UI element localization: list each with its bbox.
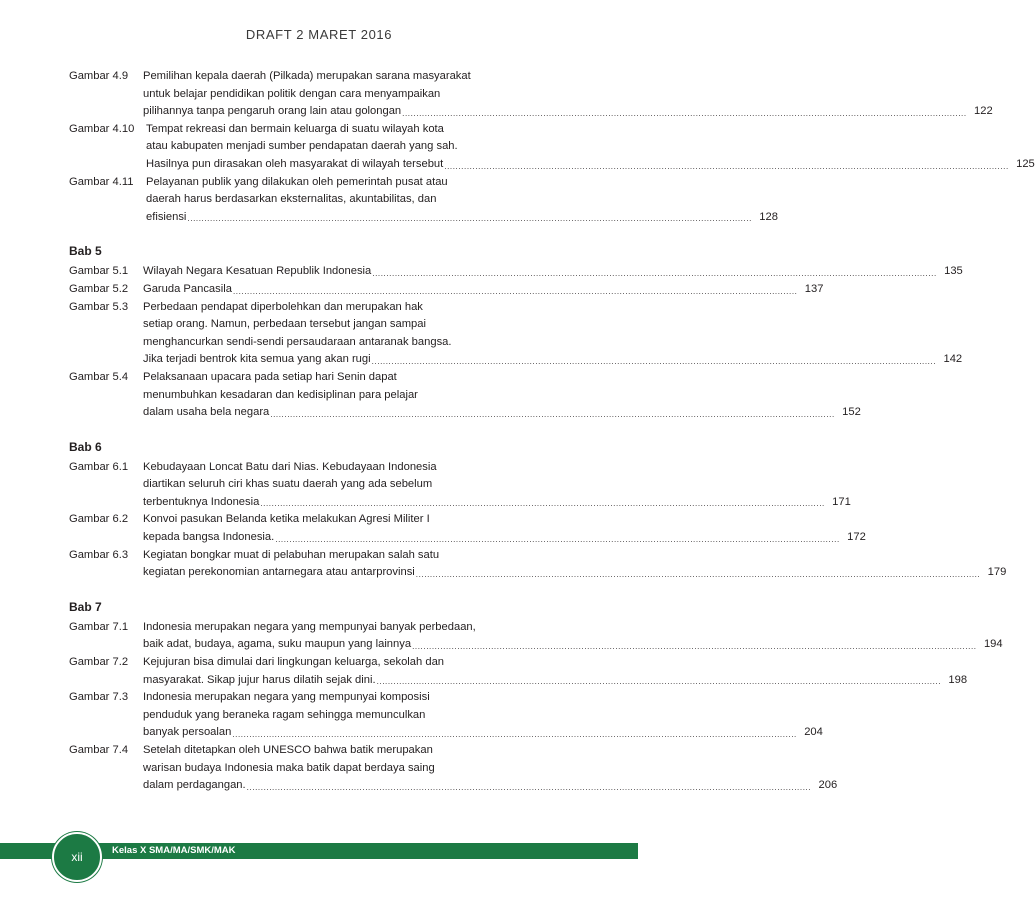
dot-leader: ........................................................................................................................................................................................................ <box>415 569 981 579</box>
dot-leader: ........................................................................................................................................................................................................ <box>246 782 812 792</box>
figure-entry[interactable] <box>69 281 824 299</box>
figure-page-number: 122 <box>974 105 993 118</box>
figure-caption-line <box>69 404 861 422</box>
figure-caption-line <box>69 281 824 299</box>
figure-entry[interactable] <box>69 547 1007 582</box>
figure-caption-text: banyak persoalan <box>143 726 232 739</box>
figure-caption-line: menumbuhkan kesadaran dan kedisiplinan para pelajar <box>143 388 418 401</box>
figure-entry[interactable] <box>69 619 1003 654</box>
draft-header: DRAFT 2 MARET 2016 <box>245 27 393 42</box>
figure-caption-text: terbentuknya Indonesia <box>143 495 260 508</box>
figure-page-number: 204 <box>804 726 823 739</box>
figure-label: Gambar 5.2 <box>69 282 129 295</box>
figure-caption-line: daerah harus berdasarkan eksternalitas, akuntabilitas, dan <box>146 193 437 206</box>
figure-caption-line: Indonesia merupakan negara yang mempunyai komposisi <box>143 691 430 704</box>
figure-page-number: 142 <box>943 353 963 366</box>
figure-caption-text: masyarakat. Sikap jujur harus dilatih sejak dini. <box>143 673 376 686</box>
figure-label: Gambar 5.3 <box>69 300 129 313</box>
figure-label: Gambar 6.1 <box>69 460 129 473</box>
figure-page-number: 128 <box>759 210 778 223</box>
figure-entry[interactable] <box>69 369 861 422</box>
figure-caption-line: Indonesia merupakan negara yang mempunyai banyak perbedaan, <box>143 620 476 633</box>
figure-caption-line: Kegiatan bongkar muat di pelabuhan merupakan salah satu <box>143 548 440 561</box>
figure-entry[interactable] <box>69 299 963 369</box>
figure-page-number: 135 <box>944 265 963 278</box>
figure-page-number: 172 <box>847 531 866 544</box>
dot-leader: ........................................................................................................................................................................................................ <box>412 642 977 652</box>
figure-caption-line: Kebudayaan Loncat Batu dari Nias. Kebudayaan Indonesia <box>143 460 437 473</box>
figure-caption-line: Setelah ditetapkan oleh UNESCO bahwa batik merupakan <box>143 744 433 756</box>
figure-entry[interactable] <box>69 263 963 281</box>
figure-caption-line <box>69 494 851 512</box>
figure-caption-text: dalam usaha bela negara <box>143 406 270 419</box>
figure-caption-text: dalam perdagangan. <box>143 779 246 792</box>
dot-leader: ........................................................................................................................................................................................................ <box>187 214 752 224</box>
figure-label: Gambar 4.11 <box>69 175 134 188</box>
figure-caption-line: Konvoi pasukan Belanda ketika melakukan Agresi Militer I <box>143 513 430 526</box>
figure-caption-text: Garuda Pancasila <box>143 282 232 295</box>
dot-leader: ........................................................................................................................................................................................................ <box>275 534 840 544</box>
figure-entry[interactable] <box>69 654 968 689</box>
figure-label: Gambar 7.3 <box>69 691 129 704</box>
figure-caption-line: Tempat rekreasi dan bermain keluarga di suatu wilayah kota <box>146 122 444 135</box>
figure-caption-line <box>69 156 1035 174</box>
figure-page-number: 179 <box>987 566 1007 579</box>
figure-caption-text: Jika terjadi bentrok kita semua yang akan rugi <box>143 353 371 366</box>
figure-label: Gambar 5.1 <box>69 265 129 278</box>
dot-leader: ........................................................................................................................................................................................................ <box>232 286 798 296</box>
chapter-heading: Bab 6 <box>69 439 102 454</box>
table-of-figures <box>69 68 1035 795</box>
chapter-heading: Bab 5 <box>69 244 102 259</box>
figure-label: Gambar 4.9 <box>69 70 129 82</box>
figure-caption-line <box>69 529 866 547</box>
figure-caption-line: diartikan seluruh ciri khas suatu daerah yang ada sebelum <box>143 478 433 491</box>
figure-caption-line <box>69 103 993 121</box>
figure-entry[interactable] <box>69 121 1035 174</box>
figure-caption-line <box>69 636 1003 654</box>
figure-caption-line <box>69 672 968 690</box>
figure-label: Gambar 6.2 <box>69 513 129 526</box>
dot-leader: ........................................................................................................................................................................................................ <box>371 356 937 366</box>
figure-entry[interactable] <box>69 511 866 546</box>
figure-caption-text: pilihannya tanpa pengaruh orang lain atau golongan <box>143 105 402 118</box>
figure-caption-text: kegiatan perekonomian antarnegara atau antarprovinsi <box>143 566 415 579</box>
figure-page-number: 152 <box>842 406 861 419</box>
figure-page-number: 171 <box>832 495 851 508</box>
figure-caption-line: Perbedaan pendapat diperbolehkan dan merupakan hak <box>143 300 423 313</box>
figure-caption-line: menghancurkan sendi-sendi persaudaraan antaranak bangsa. <box>143 335 452 348</box>
figure-label: Gambar 7.1 <box>69 620 129 633</box>
dot-leader: ........................................................................................................................................................................................................ <box>402 108 967 118</box>
figure-caption-line <box>69 777 838 795</box>
figure-label: Gambar 5.4 <box>69 370 129 383</box>
figure-caption-line: Kejujuran bisa dimulai dari lingkungan keluarga, sekolah dan <box>143 656 445 669</box>
figure-caption-line: Pelaksanaan upacara pada setiap hari Senin dapat <box>143 370 397 383</box>
figure-caption-text: baik adat, budaya, agama, suku maupun yang lainnya <box>143 638 412 651</box>
figure-entry[interactable] <box>69 689 823 742</box>
figure-caption-line: setiap orang. Namun, perbedaan tersebut jangan sampai <box>143 318 426 331</box>
figure-page-number: 125 <box>1016 157 1035 170</box>
page-number: xii <box>71 850 83 864</box>
figure-caption-line: Pemilihan kepala daerah (Pilkada) merupakan sarana masyarakat <box>143 70 471 82</box>
figure-caption-text: efisiensi <box>146 210 187 223</box>
dot-leader: ........................................................................................................................................................................................................ <box>444 161 1009 171</box>
chapter-heading: Bab 7 <box>69 599 102 614</box>
figure-label: Gambar 7.4 <box>69 744 129 756</box>
figure-caption-line <box>69 724 823 742</box>
figure-entry[interactable] <box>69 174 778 227</box>
figure-caption-line <box>69 263 963 281</box>
dot-leader: ........................................................................................................................................................................................................ <box>376 677 942 687</box>
figure-caption-text: Wilayah Negara Kesatuan Republik Indonesia <box>143 265 372 278</box>
figure-caption-line: atau kabupaten menjadi sumber pendapatan daerah yang sah. <box>146 140 458 153</box>
figure-caption-line: warisan budaya Indonesia maka batik dapat berdaya saing <box>143 761 435 774</box>
dot-leader: ........................................................................................................................................................................................................ <box>260 499 825 509</box>
figure-page-number: 137 <box>804 282 824 295</box>
figure-caption-line <box>69 209 778 227</box>
figure-caption-line <box>69 351 963 369</box>
page-number-badge <box>52 832 102 882</box>
dot-leader: ........................................................................................................................................................................................................ <box>232 730 797 739</box>
figure-caption-text: kepada bangsa Indonesia. <box>143 531 275 544</box>
figure-caption-line: untuk belajar pendidikan politik dengan cara menyampaikan <box>143 87 441 100</box>
figure-page-number: 198 <box>948 673 968 686</box>
figure-entry[interactable] <box>69 68 993 121</box>
figure-caption-line: penduduk yang beraneka ragam sehingga memunculkan <box>143 708 426 721</box>
figure-entry[interactable] <box>69 742 838 795</box>
figure-label: Gambar 7.2 <box>69 656 129 669</box>
figure-entry[interactable] <box>69 459 851 512</box>
dot-leader: ........................................................................................................................................................................................................ <box>372 268 937 278</box>
book-title: Kelas X SMA/MA/SMK/MAK <box>112 845 236 856</box>
figure-caption-line: Pelayanan publik yang dilakukan oleh pemerintah pusat atau <box>146 175 448 188</box>
figure-label: Gambar 4.10 <box>69 122 135 135</box>
figure-label: Gambar 6.3 <box>69 548 129 561</box>
figure-page-number: 206 <box>818 779 838 792</box>
figure-caption-line <box>69 564 1007 582</box>
figure-caption-text: Hasilnya pun dirasakan oleh masyarakat di wilayah tersebut <box>146 157 444 170</box>
dot-leader: ........................................................................................................................................................................................................ <box>270 409 835 419</box>
figure-page-number: 194 <box>983 638 1003 651</box>
